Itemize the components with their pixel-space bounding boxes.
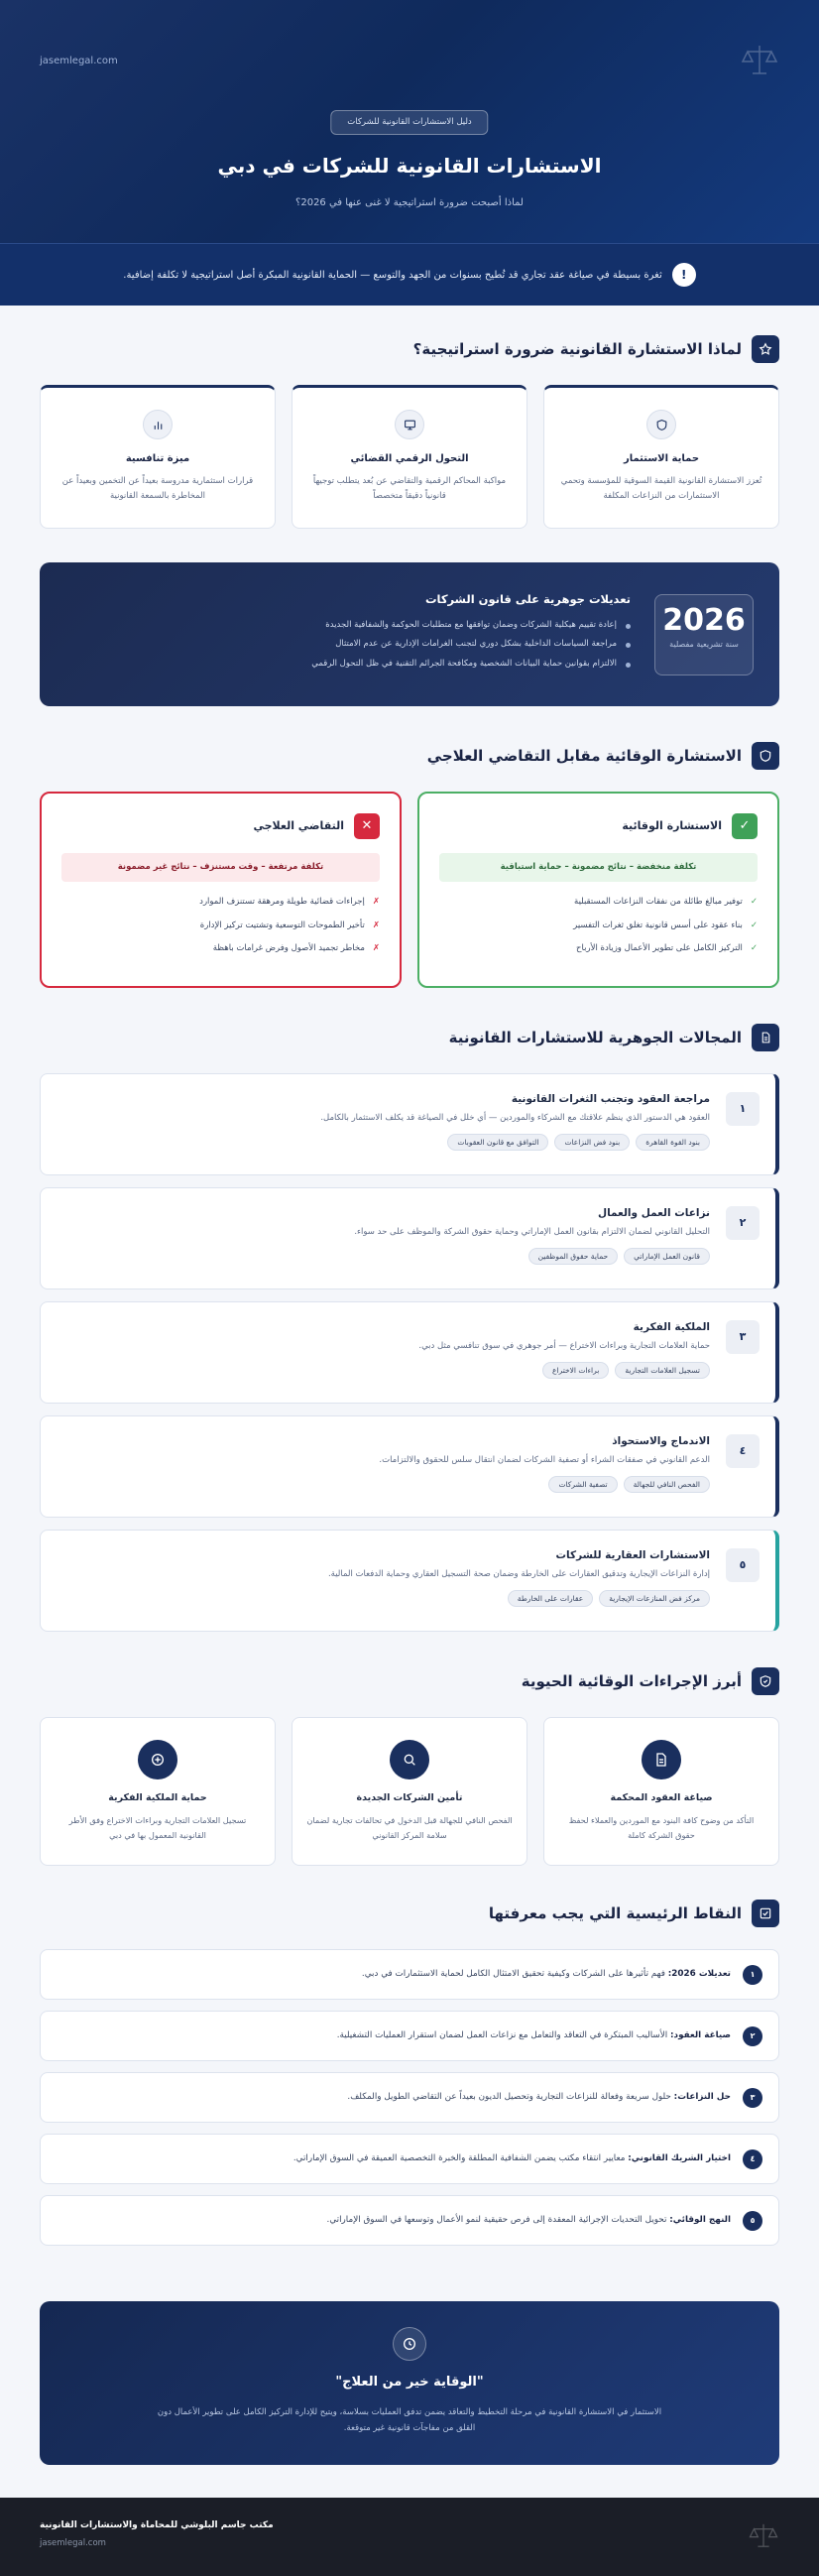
- close-icon: ✕: [354, 813, 380, 839]
- site-url[interactable]: jasemlegal.com: [40, 56, 118, 66]
- area-title: الاندماج والاستحواذ: [612, 1435, 710, 1447]
- area-text: العقود هي الدستور الذي ينظم علاقتك مع الشركاء والموردين — أي خلل في الصياغة قد يكلف الاستثمار بالكامل.: [320, 1112, 710, 1123]
- tag-chip: بنود القوة القاهرة: [636, 1134, 710, 1151]
- clock-icon: [393, 2327, 426, 2361]
- section-title: المجالات الجوهرية للاستشارات القانونية: [448, 1028, 742, 1046]
- tag-chip: براءات الاختراع: [542, 1362, 609, 1379]
- amendments-title: تعديلات جوهرية على قانون الشركات: [424, 592, 631, 607]
- tag-chip: حماية حقوق الموظفين: [528, 1248, 619, 1265]
- info-icon: !: [672, 263, 696, 287]
- preventive-card: [417, 792, 779, 988]
- key-point: ٤ اختيار الشريك القانوني: معايير انتقاء مكتب يضمن الشفافية المطلقة والخبرة التخصصية العميقة في السوق الإماراتي.: [40, 2134, 779, 2184]
- list-item: ✗ إجراءات قضائية طويلة ومرهقة تستنزف الموارد: [199, 896, 380, 907]
- scales-logo-icon: [748, 2519, 779, 2551]
- card-title: ميزة تنافسية: [125, 453, 190, 464]
- point-number: ٥: [743, 2211, 762, 2231]
- plus-circle-icon: [138, 1740, 177, 1779]
- area-number: ١: [726, 1092, 760, 1126]
- area-number: ٤: [726, 1434, 760, 1468]
- why-card: [292, 385, 527, 529]
- key-point: ٣ حل النزاعات: حلول سريعة وفعالة للنزاعات التجارية وتحصيل الديون بعيداً عن التقاضي الطويل والمكلف.: [40, 2072, 779, 2123]
- key-point: ١ تعديلات 2026: فهم تأثيرها على الشركات وكيفية تحقيق الامتثال الكامل لحماية الاستثمارات في دبي.: [40, 1949, 779, 2000]
- bar-chart-icon: [143, 410, 173, 439]
- list-item: ✗ مخاطر تجميد الأصول وفرض غرامات باهظة: [212, 943, 380, 954]
- card-title: حماية الاستثمار: [623, 453, 700, 464]
- list-item: مراجعة السياسات الداخلية بشكل دوري لتجنب الغرامات الإدارية عن عدم الامتثال: [311, 638, 631, 651]
- check-icon: ✓: [750, 943, 758, 954]
- card-title: الاستشارة الوقائية: [622, 818, 722, 832]
- section-title: النقاط الرئيسية التي يجب معرفتها: [488, 1903, 742, 1922]
- card-title: تأمين الشركات الجديدة: [356, 1792, 463, 1803]
- procedure-card: [40, 1717, 276, 1866]
- tag-chip: التوافق مع قانون العقوبات: [447, 1134, 548, 1151]
- area-title: الملكية الفكرية: [633, 1321, 710, 1333]
- search-icon: [390, 1740, 429, 1779]
- star-icon: [752, 335, 779, 363]
- area-title: الاستشارات العقارية للشركات: [555, 1549, 710, 1561]
- procedure-card: [292, 1717, 527, 1866]
- list-item: الالتزام بقوانين حماية البيانات الشخصية ومكافحة الجرائم التقنية في ظل التحول الرقمي: [311, 658, 631, 671]
- year-box: [654, 594, 754, 675]
- guide-badge: دليل الاستشارات القانونية للشركات: [330, 110, 488, 135]
- key-points-section: [40, 1866, 779, 2246]
- comparison-section: [40, 706, 779, 988]
- cost-tag: تكلفة مرتفعة – وقت مستنزف – نتائج غير مضمونة: [61, 853, 380, 882]
- list-item: ✗ تأخير الطموحات التوسعية وتشتيت تركيز الإدارة: [199, 920, 380, 930]
- document-icon: [752, 1024, 779, 1051]
- procedure-card: [543, 1717, 779, 1866]
- list-item: إعادة تقييم هيكلية الشركات وضمان توافقها مع متطلبات الحوكمة والشفافية الجديدة: [311, 619, 631, 632]
- tag-chip: تصفية الشركات: [548, 1476, 617, 1493]
- list-item: ✓ بناء عقود على أسس قانونية تغلق ثغرات التفسير: [573, 920, 758, 930]
- list-item: ✓ التركيز الكامل على تطوير الأعمال وزيادة الأرباح: [576, 943, 758, 954]
- card-text: قرارات استثمارية مدروسة بعيداً عن التخمين وبعيداً عن المخاطرة بالسمعة القانونية: [61, 476, 254, 502]
- cross-icon: ✗: [372, 943, 380, 954]
- card-title: حماية الملكية الفكرية: [108, 1792, 207, 1803]
- footer: [0, 2498, 819, 2576]
- card-text: تُعزز الاستشارة القانونية القيمة السوقية للمؤسسة وتحمي الاستثمارات من النزاعات المكلفة: [560, 476, 762, 502]
- section-title: لماذا الاستشارة القانونية ضرورة استراتيجية؟: [412, 339, 742, 358]
- area-card: [40, 1415, 779, 1518]
- point-number: ٤: [743, 2149, 762, 2169]
- card-text: التأكد من وضوح كافة البنود مع الموردين والعملاء لحفظ حقوق الشركة كاملة: [568, 1815, 755, 1841]
- remedial-card: [40, 792, 402, 988]
- section-title: الاستشارة الوقائية مقابل التقاضي العلاجي: [426, 746, 742, 765]
- firm-name: مكتب جاسم البلوشي للمحاماة والاستشارات القانونية: [40, 2520, 274, 2530]
- why-section: [40, 306, 779, 529]
- alert-text: ثغرة بسيطة في صياغة عقد تجاري قد تُطيح بسنوات من الجهد والتوسع — الحماية القانونية المبكرة أصل استراتيجية لا تكلفة إضافية.: [123, 269, 662, 281]
- area-card: [40, 1073, 779, 1175]
- shield-check-icon: [752, 1667, 779, 1695]
- area-number: ٣: [726, 1320, 760, 1354]
- key-point: ٥ النهج الوقائي: تحويل التحديات الإجرائية المعقدة إلى فرص حقيقية لنمو الأعمال وتوسعها في السوق الإماراتي.: [40, 2195, 779, 2246]
- page-subtitle: لماذا أصبحت ضرورة استراتيجية لا غنى عنها في 2026؟: [295, 197, 524, 208]
- tag-chip: الفحص النافي للجهالة: [624, 1476, 710, 1493]
- cross-icon: ✗: [372, 920, 380, 930]
- area-title: نزاعات العمل والعمال: [597, 1207, 710, 1219]
- why-card: [543, 385, 779, 529]
- area-number: ٢: [726, 1206, 760, 1240]
- area-text: حماية العلامات التجارية وبراءات الاختراع — أمر جوهري في سوق تنافسي مثل دبي.: [418, 1340, 710, 1351]
- card-title: صياغة العقود المحكمة: [610, 1792, 713, 1803]
- card-title: التقاضي العلاجي: [253, 818, 344, 832]
- document-icon: [642, 1740, 681, 1779]
- key-point: ٢ صياغة العقود: الأساليب المبتكرة في التعاقد والتعامل مع نزاعات العمل لضمان استقرار العمليات التشغيلية.: [40, 2011, 779, 2061]
- tag-chip: عقارات على الخارطة: [508, 1590, 593, 1607]
- cost-tag: تكلفة منخفضة – نتائج مضمونة – حماية استباقية: [439, 853, 758, 882]
- amendments-panel: [40, 562, 779, 706]
- scales-logo-icon: [740, 40, 779, 79]
- shield-icon: [752, 742, 779, 770]
- why-card: [40, 385, 276, 529]
- tag-chip: بنود فض النزاعات: [554, 1134, 630, 1151]
- monitor-icon: [395, 410, 424, 439]
- card-title: التحول الرقمي القضائي: [350, 453, 469, 464]
- cta-title: "الوقاية خير من العلاج": [335, 2375, 484, 2390]
- tag-chip: تسجيل العلامات التجارية: [615, 1362, 710, 1379]
- footer-site-link[interactable]: jasemlegal.com: [40, 2538, 106, 2548]
- check-icon: ✓: [750, 896, 758, 907]
- point-number: ٣: [743, 2088, 762, 2108]
- card-text: تسجيل العلامات التجارية وبراءات الاختراع وفق الأطر القانونية المعمول بها في دبي: [68, 1815, 247, 1841]
- cta-panel: [40, 2301, 779, 2465]
- procedures-section: [40, 1644, 779, 1866]
- tag-chip: قانون العمل الإماراتي: [624, 1248, 710, 1265]
- hero-banner: [0, 0, 819, 243]
- areas-section: [40, 988, 779, 1632]
- section-title: أبرز الإجراءات الوقائية الحيوية: [521, 1671, 742, 1690]
- card-text: مواكبة المحاكم الرقمية والتقاضي عن بُعد يتطلب توجيهاً قانونياً دقيقاً متخصصاً: [312, 476, 507, 502]
- list-item: ✓ توفير مبالغ طائلة من نفقات النزاعات المستقبلية: [574, 896, 758, 907]
- alert-banner: [0, 243, 819, 306]
- check-icon: ✓: [750, 920, 758, 930]
- point-number: ١: [743, 1965, 762, 1985]
- check-icon: ✓: [732, 813, 758, 839]
- area-number: ٥: [726, 1548, 760, 1582]
- card-text: الفحص النافي للجهالة قبل الدخول في تحالفات تجارية لضمان سلامة المركز القانوني: [306, 1815, 513, 1841]
- page-title: الاستشارات القانونية للشركات في دبي: [217, 154, 602, 178]
- year-number: 2026: [662, 602, 746, 638]
- area-card: [40, 1530, 779, 1632]
- checklist-icon: [752, 1900, 779, 1927]
- area-card: [40, 1301, 779, 1404]
- area-text: التحليل القانوني لضمان الالتزام بقانون العمل الإماراتي وحماية حقوق الشركة والموظف على حد سواء.: [354, 1226, 710, 1237]
- shield-icon: [646, 410, 676, 439]
- cross-icon: ✗: [372, 896, 380, 907]
- area-text: الدعم القانوني في صفقات الشراء أو تصفية الشركات لضمان انتقال سلس للحقوق والالتزامات.: [379, 1454, 710, 1465]
- area-text: إدارة النزاعات الإيجارية وتدقيق العقارات على الخارطة وضمان صحة التسجيل العقاري وحماية الدفعات المالية.: [327, 1568, 710, 1579]
- area-title: مراجعة العقود وتجنب الثغرات القانونية: [511, 1093, 710, 1105]
- point-number: ٢: [743, 2026, 762, 2046]
- area-card: [40, 1187, 779, 1289]
- year-label: سنة تشريعية مفصلية: [669, 639, 739, 649]
- tag-chip: مركز فض المنازعات الإيجارية: [599, 1590, 710, 1607]
- cta-text: الاستثمار في الاستشارة القانونية في مرحلة التخطيط والتعاقد يضمن تدفق العمليات بسلاسة، ويتيح للإدارة التركيز الكامل على تطوير الأعمال دون القلق من مفاجآت قانونية غير متوقعة.: [157, 2406, 662, 2433]
